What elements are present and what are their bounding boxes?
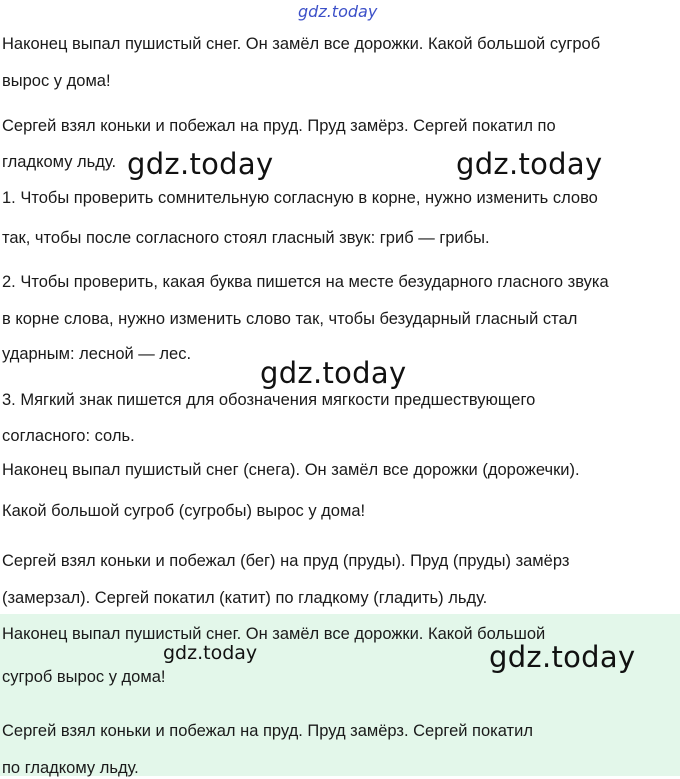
text-line: Сергей взял коньки и побежал (бег) на пруд (пруды). Пруд (пруды) замёрз xyxy=(2,552,570,570)
watermark: gdz.today xyxy=(489,640,636,674)
text-line: Наконец выпал пушистый снег. Он замёл все дорожки. Какой большой xyxy=(2,625,546,643)
watermark: gdz.today xyxy=(127,147,274,181)
text-line: 1. Чтобы проверить сомнительную согласную в корне, нужно изменить слово xyxy=(2,189,598,207)
text-line: сугроб вырос у дома! xyxy=(2,668,166,686)
text-line: 3. Мягкий знак пишется для обозначения мягкости предшествующего xyxy=(2,391,536,409)
text-line: Сергей взял коньки и побежал на пруд. Пруд замёрз. Сергей покатил по xyxy=(2,117,556,135)
text-line: ударным: лесной — лес. xyxy=(2,345,192,363)
text-line: (замерзал). Сергей покатил (катит) по гладкому (гладить) льду. xyxy=(2,589,488,607)
text-line: гладкому льду. xyxy=(2,153,117,171)
text-line: в корне слова, нужно изменить слово так, чтобы безударный гласный стал xyxy=(2,310,578,328)
text-line: вырос у дома! xyxy=(2,72,111,90)
text-line: Наконец выпал пушистый снег (снега). Он замёл все дорожки (дорожечки). xyxy=(2,461,580,479)
text-line: согласного: соль. xyxy=(2,427,135,445)
text-line: Какой большой сугроб (сугробы) вырос у дома! xyxy=(2,502,366,520)
watermark: gdz.today xyxy=(163,642,258,664)
text-line: Наконец выпал пушистый снег. Он замёл все дорожки. Какой большой сугроб xyxy=(2,35,601,53)
text-line: Сергей взял коньки и побежал на пруд. Пруд замёрз. Сергей покатил xyxy=(2,722,533,740)
text-line: так, чтобы после согласного стоял гласный звук: гриб — грибы. xyxy=(2,229,490,247)
text-line: 2. Чтобы проверить, какая буква пишется на месте безударного гласного звука xyxy=(2,273,609,291)
watermark: gdz.today xyxy=(260,356,407,390)
watermark-top: gdz.today xyxy=(298,2,378,21)
text-line: по гладкому льду. xyxy=(2,759,139,777)
watermark: gdz.today xyxy=(456,147,603,181)
